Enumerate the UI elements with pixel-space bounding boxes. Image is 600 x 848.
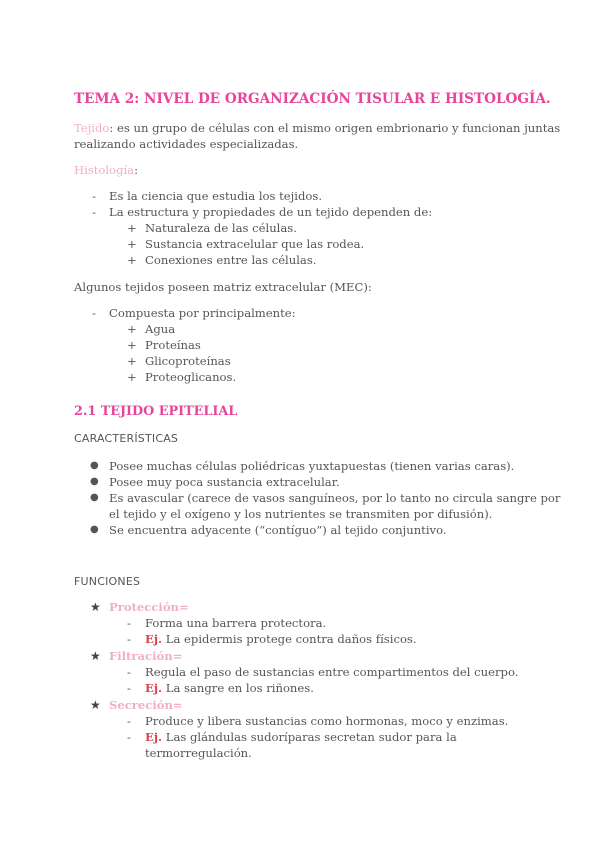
plus-marker: + (127, 354, 137, 368)
term-histologia: Histología (74, 163, 135, 177)
dash-marker: - (127, 681, 131, 695)
dash-marker: - (127, 714, 131, 728)
function-name-filtracion: Filtración= (109, 649, 183, 663)
ej-text: Las glándulas sudoríparas secretan sudor para la (165, 730, 457, 744)
histologia-subitem-2: Sustancia extracelular que las rodea. (145, 237, 365, 251)
dash-marker: - (127, 730, 131, 744)
intro-line-1 (74, 120, 560, 136)
bullet-dot: ● (90, 460, 99, 471)
star-icon: ★ (90, 600, 101, 614)
mec-intro: Algunos tejidos poseen matriz extracelular (MEC): (74, 280, 372, 294)
mec-subitem-4: Proteoglicanos. (145, 370, 237, 384)
function-desc-proteccion: Forma una barrera protectora. (145, 616, 327, 630)
caracteristicas-label: CARACTERÍSTICAS (74, 432, 179, 445)
function-example-secrecion-line-2: termorregulación. (145, 746, 252, 760)
plus-marker: + (127, 370, 137, 384)
mec-item: Compuesta por principalmente: (109, 306, 296, 320)
plus-marker: + (127, 322, 137, 336)
function-example-filtracion (145, 680, 314, 696)
dash-marker: - (127, 632, 131, 646)
characteristic-4: Se encuentra adyacente (“contíguo”) al tejido conjuntivo. (109, 523, 447, 537)
section-heading: 2.1 TEJIDO EPITELIAL (74, 404, 238, 419)
star-icon: ★ (90, 649, 101, 663)
dash-marker: - (127, 665, 131, 679)
bullet-dot: ● (90, 524, 99, 535)
intro-text-1: : es un grupo de células con el mismo origen embrionario y funcionan juntas (109, 121, 561, 135)
histologia-heading: Histología: (74, 163, 139, 177)
characteristic-1: Posee muchas células poliédricas yuxtapuestas (tienen varias caras). (109, 459, 515, 473)
bullet-dot: ● (90, 492, 99, 503)
page-title: TEMA 2: NIVEL DE ORGANIZACIÓN TISULAR E HISTOLOGÍA. (74, 91, 551, 107)
histologia-subitem-3: Conexiones entre las células. (145, 253, 317, 267)
function-example-proteccion (145, 631, 417, 647)
ej-text: La epidermis protege contra daños físicos. (165, 632, 417, 646)
plus-marker: + (127, 237, 137, 251)
function-desc-secrecion: Produce y libera sustancias como hormonas, moco y enzimas. (145, 714, 509, 728)
mec-subitem-2: Proteínas (145, 338, 201, 352)
characteristic-2: Posee muy poca sustancia extracelular. (109, 475, 340, 489)
function-name-proteccion: Protección= (109, 600, 189, 614)
characteristic-3-line-2: el tejido y el oxígeno y los nutrientes se transmiten por difusión). (109, 507, 493, 521)
dash-marker: - (92, 306, 96, 320)
intro-line-2: realizando actividades especializadas. (74, 137, 299, 151)
funciones-label: FUNCIONES (74, 575, 141, 588)
plus-marker: + (127, 221, 137, 235)
characteristic-3-line-1: Es avascular (carece de vasos sanguíneos, por lo tanto no circula sangre por (109, 491, 561, 505)
ej-text: La sangre en los riñones. (165, 681, 314, 695)
dash-marker: - (92, 205, 96, 219)
function-name-secrecion: Secreción= (109, 698, 183, 712)
dash-marker: - (127, 616, 131, 630)
star-icon: ★ (90, 698, 101, 712)
ej-label: Ej. (145, 632, 163, 646)
mec-subitem-1: Agua (145, 322, 176, 336)
plus-marker: + (127, 253, 137, 267)
ej-label: Ej. (145, 681, 163, 695)
function-desc-filtracion: Regula el paso de sustancias entre compartimentos del cuerpo. (145, 665, 519, 679)
histologia-subitem-1: Naturaleza de las células. (145, 221, 297, 235)
dash-marker: - (92, 189, 96, 203)
bullet-dot: ● (90, 476, 99, 487)
function-example-secrecion-line-1 (145, 729, 457, 745)
mec-subitem-3: Glicoproteínas (145, 354, 231, 368)
histologia-item-1: Es la ciencia que estudia los tejidos. (109, 189, 323, 203)
plus-marker: + (127, 338, 137, 352)
term-tejido: Tejido (74, 121, 110, 135)
histologia-item-2: La estructura y propiedades de un tejido dependen de: (109, 205, 433, 219)
ej-label: Ej. (145, 730, 163, 744)
